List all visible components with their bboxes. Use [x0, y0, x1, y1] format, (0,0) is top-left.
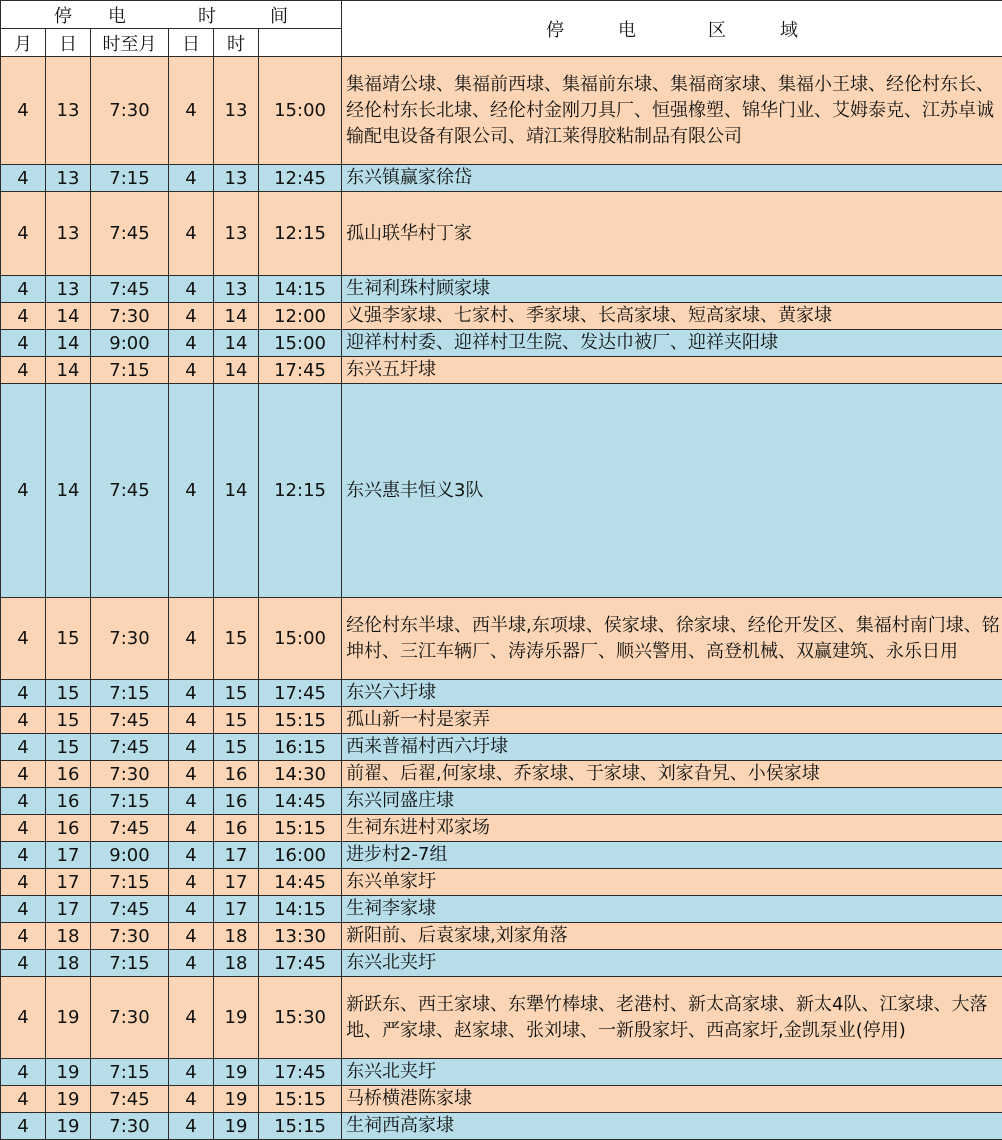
- start-time-cell: 7:45: [91, 815, 169, 842]
- header-day: 日: [46, 29, 91, 57]
- table-row: [1, 788, 1002, 815]
- header-outage-area: 停 电 区 域: [342, 1, 1002, 57]
- end-time-cell: 15:00: [259, 598, 342, 680]
- start-day-cell: 13: [46, 165, 91, 192]
- start-month-cell: 4: [1, 192, 46, 276]
- outage-area-cell: 生祠李家埭: [342, 896, 1002, 923]
- start-time-cell: 7:30: [91, 923, 169, 950]
- end-month-cell: 4: [169, 896, 214, 923]
- start-day-cell: 18: [46, 923, 91, 950]
- end-day-cell: 16: [214, 761, 259, 788]
- start-month-cell: 4: [1, 384, 46, 598]
- start-day-cell: 14: [46, 384, 91, 598]
- end-month-cell: 4: [169, 815, 214, 842]
- start-day-cell: 17: [46, 896, 91, 923]
- end-time-cell: 15:15: [259, 1113, 342, 1140]
- start-day-cell: 16: [46, 761, 91, 788]
- start-month-cell: 4: [1, 815, 46, 842]
- start-month-cell: 4: [1, 276, 46, 303]
- end-month-cell: 4: [169, 57, 214, 165]
- end-time-cell: 14:15: [259, 896, 342, 923]
- end-month-cell: 4: [169, 923, 214, 950]
- start-time-cell: 7:45: [91, 707, 169, 734]
- end-time-cell: 17:45: [259, 1059, 342, 1086]
- end-month-cell: 4: [169, 192, 214, 276]
- end-time-cell: 12:15: [259, 192, 342, 276]
- start-month-cell: 4: [1, 598, 46, 680]
- end-time-cell: 14:30: [259, 761, 342, 788]
- end-month-cell: 4: [169, 357, 214, 384]
- start-month-cell: 4: [1, 707, 46, 734]
- start-month-cell: 4: [1, 57, 46, 165]
- end-month-cell: 4: [169, 842, 214, 869]
- start-month-cell: 4: [1, 1086, 46, 1113]
- end-day-cell: 17: [214, 896, 259, 923]
- table-row: [1, 165, 1002, 192]
- end-day-cell: 19: [214, 1086, 259, 1113]
- start-time-cell: 7:45: [91, 192, 169, 276]
- table-row: [1, 384, 1002, 598]
- start-time-cell: 7:15: [91, 869, 169, 896]
- outage-area-cell: 进步村2-7组: [342, 842, 1002, 869]
- end-day-cell: 17: [214, 869, 259, 896]
- start-day-cell: 16: [46, 815, 91, 842]
- start-time-cell: 7:15: [91, 357, 169, 384]
- end-day-cell: 13: [214, 165, 259, 192]
- start-day-cell: 15: [46, 734, 91, 761]
- outage-area-cell: 东兴同盛庄埭: [342, 788, 1002, 815]
- start-day-cell: 13: [46, 57, 91, 165]
- table-row: [1, 357, 1002, 384]
- end-month-cell: 4: [169, 761, 214, 788]
- outage-area-cell: 东兴六圩埭: [342, 680, 1002, 707]
- end-day-cell: 13: [214, 57, 259, 165]
- outage-area-cell: 东兴单家圩: [342, 869, 1002, 896]
- end-time-cell: 14:45: [259, 869, 342, 896]
- outage-area-cell: 生祠东进村邓家场: [342, 815, 1002, 842]
- outage-area-cell: 生祠西高家埭: [342, 1113, 1002, 1140]
- end-month-cell: 4: [169, 1113, 214, 1140]
- start-month-cell: 4: [1, 977, 46, 1059]
- end-day-cell: 15: [214, 680, 259, 707]
- start-day-cell: 19: [46, 1086, 91, 1113]
- table-row: [1, 923, 1002, 950]
- start-day-cell: 18: [46, 950, 91, 977]
- start-time-cell: 7:30: [91, 761, 169, 788]
- outage-area-cell: 东兴惠丰恒义3队: [342, 384, 1002, 598]
- outage-area-cell: 义强李家埭、七家村、季家埭、长高家埭、短高家埭、黄家埭: [342, 303, 1002, 330]
- start-month-cell: 4: [1, 734, 46, 761]
- table-header: [1, 1, 1002, 57]
- end-time-cell: 14:15: [259, 276, 342, 303]
- start-time-cell: 7:15: [91, 1059, 169, 1086]
- start-day-cell: 15: [46, 680, 91, 707]
- end-day-cell: 16: [214, 788, 259, 815]
- start-time-cell: 7:30: [91, 303, 169, 330]
- start-month-cell: 4: [1, 165, 46, 192]
- table-row: [1, 303, 1002, 330]
- start-day-cell: 13: [46, 192, 91, 276]
- end-day-cell: 13: [214, 192, 259, 276]
- table-row: [1, 761, 1002, 788]
- end-month-cell: 4: [169, 384, 214, 598]
- header-outage-time: 停 电 时 间: [1, 1, 342, 29]
- end-time-cell: 15:00: [259, 330, 342, 357]
- start-time-cell: 7:45: [91, 734, 169, 761]
- end-day-cell: 19: [214, 1059, 259, 1086]
- start-time-cell: 7:30: [91, 1113, 169, 1140]
- end-day-cell: 14: [214, 330, 259, 357]
- outage-area-cell: 新跃东、西王家埭、东犟竹棒埭、老港村、新太高家埭、新太4队、江家埭、大落地、严家埭、赵家埭、张刘埭、一新殷家圩、西高家圩,金凯泵业(停用): [342, 977, 1002, 1059]
- end-month-cell: 4: [169, 1059, 214, 1086]
- table-row: [1, 57, 1002, 165]
- end-time-cell: 15:15: [259, 707, 342, 734]
- end-time-cell: 17:45: [259, 357, 342, 384]
- end-time-cell: 15:15: [259, 815, 342, 842]
- end-time-cell: 16:00: [259, 842, 342, 869]
- end-month-cell: 4: [169, 276, 214, 303]
- start-day-cell: 19: [46, 1113, 91, 1140]
- outage-area-cell: 东兴北夹圩: [342, 1059, 1002, 1086]
- table-row: [1, 707, 1002, 734]
- outage-area-cell: 迎祥村村委、迎祥村卫生院、发达巾被厂、迎祥夹阳埭: [342, 330, 1002, 357]
- start-time-cell: 7:45: [91, 896, 169, 923]
- table-row: [1, 977, 1002, 1059]
- start-time-cell: 7:15: [91, 165, 169, 192]
- end-month-cell: 4: [169, 598, 214, 680]
- end-time-cell: 15:30: [259, 977, 342, 1059]
- start-month-cell: 4: [1, 788, 46, 815]
- start-day-cell: 13: [46, 276, 91, 303]
- end-month-cell: 4: [169, 734, 214, 761]
- start-month-cell: 4: [1, 950, 46, 977]
- start-month-cell: 4: [1, 761, 46, 788]
- start-time-cell: 7:45: [91, 1086, 169, 1113]
- table-row: [1, 598, 1002, 680]
- end-day-cell: 15: [214, 707, 259, 734]
- table-row: [1, 276, 1002, 303]
- outage-area-cell: 孤山新一村是家弄: [342, 707, 1002, 734]
- start-month-cell: 4: [1, 1059, 46, 1086]
- header-time-to-month: 时至月: [91, 29, 169, 57]
- header-month: 月: [1, 29, 46, 57]
- end-day-cell: 14: [214, 384, 259, 598]
- end-day-cell: 16: [214, 815, 259, 842]
- end-month-cell: 4: [169, 788, 214, 815]
- table-row: [1, 330, 1002, 357]
- table-row: [1, 1113, 1002, 1140]
- start-day-cell: 17: [46, 842, 91, 869]
- table-row: [1, 896, 1002, 923]
- table-row: [1, 680, 1002, 707]
- start-time-cell: 7:45: [91, 276, 169, 303]
- start-day-cell: 14: [46, 357, 91, 384]
- start-day-cell: 15: [46, 598, 91, 680]
- end-day-cell: 19: [214, 1113, 259, 1140]
- start-time-cell: 7:30: [91, 57, 169, 165]
- start-day-cell: 16: [46, 788, 91, 815]
- outage-area-cell: 西来普福村西六圩埭: [342, 734, 1002, 761]
- table-row: [1, 815, 1002, 842]
- start-time-cell: 7:15: [91, 950, 169, 977]
- start-month-cell: 4: [1, 303, 46, 330]
- outage-area-cell: 孤山联华村丁家: [342, 192, 1002, 276]
- header-hour: 时: [214, 29, 259, 57]
- start-time-cell: 7:30: [91, 977, 169, 1059]
- start-time-cell: 9:00: [91, 330, 169, 357]
- table-row: [1, 192, 1002, 276]
- start-day-cell: 15: [46, 707, 91, 734]
- table-row: [1, 1059, 1002, 1086]
- table-row: [1, 734, 1002, 761]
- start-time-cell: 7:15: [91, 788, 169, 815]
- end-time-cell: 13:30: [259, 923, 342, 950]
- start-time-cell: 7:15: [91, 680, 169, 707]
- end-month-cell: 4: [169, 869, 214, 896]
- outage-area-cell: 东兴五圩埭: [342, 357, 1002, 384]
- start-month-cell: 4: [1, 842, 46, 869]
- start-month-cell: 4: [1, 896, 46, 923]
- end-time-cell: 15:15: [259, 1086, 342, 1113]
- end-day-cell: 19: [214, 977, 259, 1059]
- end-time-cell: 12:00: [259, 303, 342, 330]
- header-day-end: 日: [169, 29, 214, 57]
- start-month-cell: 4: [1, 330, 46, 357]
- end-time-cell: 17:45: [259, 950, 342, 977]
- start-month-cell: 4: [1, 869, 46, 896]
- end-time-cell: 15:00: [259, 57, 342, 165]
- start-day-cell: 14: [46, 330, 91, 357]
- end-day-cell: 15: [214, 598, 259, 680]
- end-month-cell: 4: [169, 977, 214, 1059]
- end-day-cell: 18: [214, 950, 259, 977]
- end-month-cell: 4: [169, 303, 214, 330]
- start-day-cell: 19: [46, 977, 91, 1059]
- end-month-cell: 4: [169, 165, 214, 192]
- outage-area-cell: 前翟、后翟,何家埭、乔家埭、于家埭、刘家旮旯、小侯家埭: [342, 761, 1002, 788]
- end-time-cell: 16:15: [259, 734, 342, 761]
- start-month-cell: 4: [1, 1113, 46, 1140]
- start-month-cell: 4: [1, 680, 46, 707]
- end-day-cell: 17: [214, 842, 259, 869]
- start-month-cell: 4: [1, 923, 46, 950]
- end-month-cell: 4: [169, 330, 214, 357]
- start-time-cell: 7:30: [91, 598, 169, 680]
- outage-area-cell: 经伦村东半埭、西半埭,东项埭、侯家埭、徐家埭、经伦开发区、集福村南门埭、铭坤村、三江车辆厂、涛涛乐器厂、顺兴警用、高登机械、双赢建筑、永乐日用: [342, 598, 1002, 680]
- end-day-cell: 18: [214, 923, 259, 950]
- outage-area-cell: 马桥横港陈家埭: [342, 1086, 1002, 1113]
- start-day-cell: 14: [46, 303, 91, 330]
- end-time-cell: 12:45: [259, 165, 342, 192]
- end-day-cell: 14: [214, 357, 259, 384]
- outage-area-cell: 生祠利珠村顾家埭: [342, 276, 1002, 303]
- start-time-cell: 7:45: [91, 384, 169, 598]
- end-time-cell: 14:45: [259, 788, 342, 815]
- end-time-cell: 12:15: [259, 384, 342, 598]
- end-month-cell: 4: [169, 1086, 214, 1113]
- end-month-cell: 4: [169, 680, 214, 707]
- outage-area-cell: 东兴镇赢家徐岱: [342, 165, 1002, 192]
- outage-area-cell: 集福靖公埭、集福前西埭、集福前东埭、集福商家埭、集福小王埭、经伦村东长、经伦村东长北埭、经伦村金刚刀具厂、恒强橡塑、锦华门业、艾姆泰克、江苏卓诚输配电设备有限公司、靖江莱得胶粘制品有限公司: [342, 57, 1002, 165]
- end-time-cell: 17:45: [259, 680, 342, 707]
- end-day-cell: 15: [214, 734, 259, 761]
- table-body: [1, 57, 1002, 1140]
- start-time-cell: 9:00: [91, 842, 169, 869]
- outage-area-cell: 新阳前、后袁家埭,刘家角落: [342, 923, 1002, 950]
- end-month-cell: 4: [169, 707, 214, 734]
- start-day-cell: 17: [46, 869, 91, 896]
- table-row: [1, 950, 1002, 977]
- table-row: [1, 869, 1002, 896]
- table-row: [1, 842, 1002, 869]
- end-day-cell: 13: [214, 276, 259, 303]
- table-row: [1, 1086, 1002, 1113]
- end-month-cell: 4: [169, 950, 214, 977]
- end-day-cell: 14: [214, 303, 259, 330]
- outage-area-cell: 东兴北夹圩: [342, 950, 1002, 977]
- start-day-cell: 19: [46, 1059, 91, 1086]
- start-month-cell: 4: [1, 357, 46, 384]
